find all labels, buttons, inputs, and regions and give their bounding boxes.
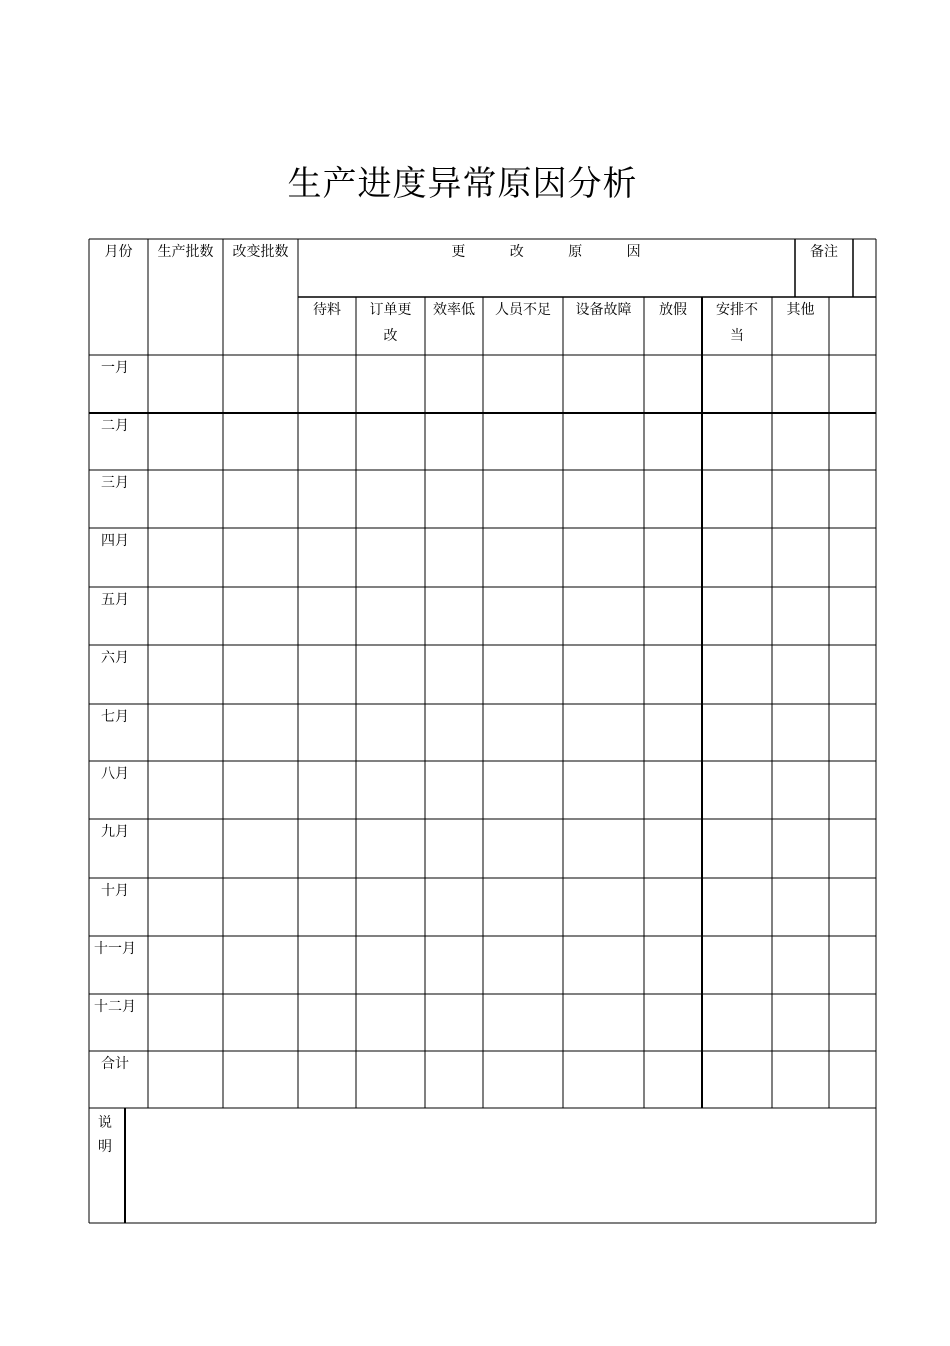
header-changed-batches: 改变批数 xyxy=(232,244,289,260)
reason-staff-shortage: 人员不足 xyxy=(495,302,551,318)
reason-holiday: 放假 xyxy=(659,302,687,318)
reason-other: 其他 xyxy=(786,302,815,318)
row-label-sep: 九月 xyxy=(101,824,129,840)
row-label-nov: 十一月 xyxy=(94,941,136,957)
row-label-oct: 十月 xyxy=(101,883,129,899)
reason-equipment-failure: 设备故障 xyxy=(575,302,632,318)
header-change-reasons: 更 改 原 因 xyxy=(451,244,661,260)
header-remarks: 备注 xyxy=(810,244,838,260)
page-title: 生产进度异常原因分析 xyxy=(287,164,638,204)
row-label-jun: 六月 xyxy=(101,650,129,666)
reason-improper-arrangement: 安排不 当 xyxy=(716,302,758,344)
row-label-apr: 四月 xyxy=(101,533,129,549)
notes-area[interactable] xyxy=(127,1110,875,1222)
notes-label: 说 明 xyxy=(98,1115,112,1155)
reason-order-change: 订单更 改 xyxy=(369,302,412,344)
row-label-jan: 一月 xyxy=(101,360,129,376)
row-label-dec: 十二月 xyxy=(94,999,136,1015)
row-label-total: 合计 xyxy=(101,1056,129,1072)
row-label-may: 五月 xyxy=(101,592,129,608)
row-label-feb: 二月 xyxy=(101,418,129,434)
reason-low-efficiency: 效率低 xyxy=(433,302,475,318)
header-production-batches: 生产批数 xyxy=(157,244,214,260)
row-label-mar: 三月 xyxy=(101,475,129,491)
header-month: 月份 xyxy=(104,244,133,260)
row-label-jul: 七月 xyxy=(101,709,129,725)
row-label-aug: 八月 xyxy=(101,766,129,782)
reason-waiting-materials: 待料 xyxy=(313,302,341,318)
